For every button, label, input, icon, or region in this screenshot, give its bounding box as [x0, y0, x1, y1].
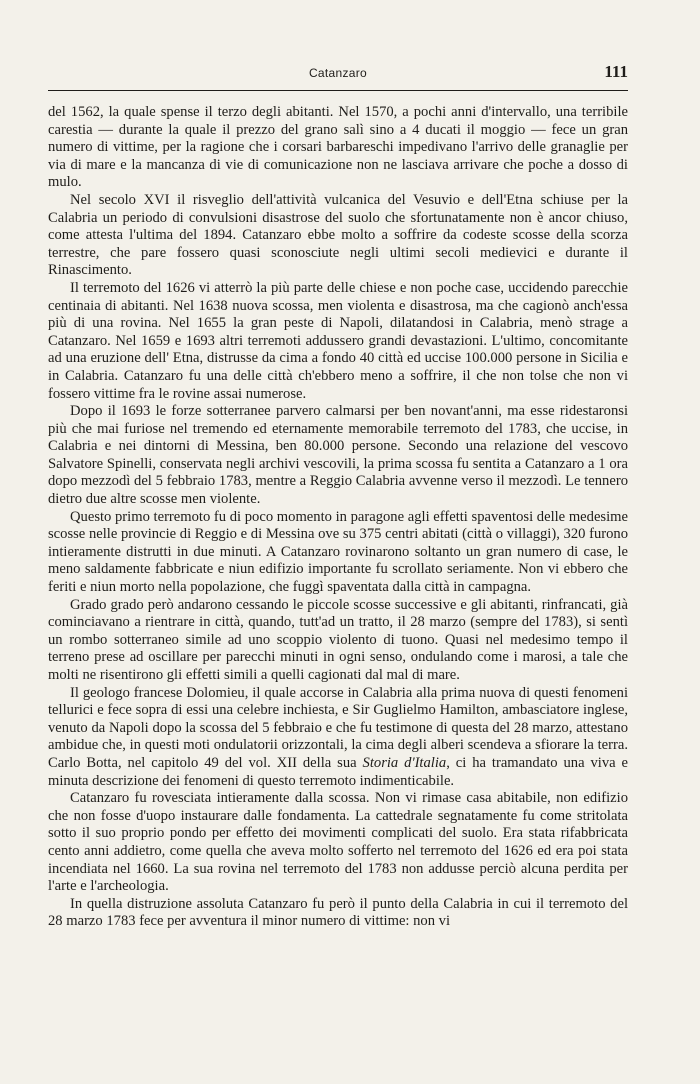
paragraph-5	[48, 509, 628, 597]
paragraph-4-text: Dopo il 1693 le forze sotterranee parvero calmarsi per ben novant'anni, ma esse ridestaronsi più che mai furiose nel tremendo ed eternamente memorabile terremoto del 1783, che uccise, in Calabria e nei dintorni di Messina, ben 80.000 persone. Secondo una relazione del vescovo Salvatore Spinelli, conservata negli archivi vescovili, la prima scossa fu sentita a Catanzaro a 1 ora dopo mezzodì del 5 febbraio 1783, mentre a Reggio Calabria avvenne verso il mezzodì. Le tennero dietro due altre scosse men violente.	[48, 403, 628, 508]
paragraph-4	[48, 403, 628, 509]
paragraph-5-text: Questo primo terremoto fu di poco momento in paragone agli effetti spaventosi delle medesime scosse nelle provincie di Reggio e di Messina ove su 375 centri abitati (città o villaggi), 320 furono intieramente distrutti in due minuti. A Catanzaro rovinarono soltanto un gran numero di case, le meno saldamente fabbricate e niun edifizio importante fu scrollato seriamente. Non vi ebbero che feriti e niun morto nella popolazione, che fuggì spaventata dalla città in campagna.	[48, 508, 628, 596]
running-title: Catanzaro	[308, 66, 368, 80]
header-rule	[48, 90, 628, 91]
paragraph-2-text: Nel secolo XVI il risveglio dell'attività vulcanica del Vesuvio e dell'Etna schiuse per la Calabria un periodo di convulsioni disastrose del suolo che sfortunatamente non è ancor chiuso, come attesta l'ultima del 1894. Catanzaro ebbe molto a soffrire da codeste scosse della scorza terrestre, che pare fossero quasi sconosciute negli ultimi secoli medievici e durante il Rinascimento.	[48, 191, 628, 279]
paragraph-7	[48, 685, 628, 791]
paragraph-8	[48, 790, 628, 896]
running-head	[48, 62, 628, 84]
paragraph-7-text-end: , ci ha tramandato una viva e minuta descrizione dei fenomeni di questo terremoto indimenticabile.	[48, 754, 628, 789]
book-title-italic: Storia d'Italia	[362, 754, 447, 771]
paragraph-1	[48, 104, 628, 192]
paragraph-2	[48, 192, 628, 280]
paragraph-8-text: Catanzaro fu rovesciata intieramente dalla scossa. Non vi rimase casa abitabile, non edifizio che non fosse d'uopo instaurare dalle fondamenta. La cattedrale segnatamente fu come stritolata sotto il suo proprio pondo per effetto dei movimenti complicati del suolo. Era stata rifabbricata cento anni addietro, come quella che aveva molto sofferto nel terremoto del 1626 ed era poi stata incendiata nel 1660. La sua rovina nel terremoto del 1783 non addusse perciò alcuna perdita per l'arte e l'archeologia.	[48, 790, 628, 895]
page-number: 111	[604, 62, 628, 81]
paragraph-3-text: Il terremoto del 1626 vi atterrò la più parte delle chiese e non poche case, uccidendo parecchie centinaia di abitanti. Nel 1638 nuova scossa, men violenta e disastrosa, ma che cagionò anch'essa più di una rovina. Nel 1655 la gran peste di Napoli, dilatandosi in Calabria, menò strage a Catanzaro. Nel 1659 e 1693 altri terremoti addussero grandi devastazioni. L'ultimo, concomitante ad una eruzione dell' Etna, distrusse da cima a fondo 40 città ed uccise 100.000 persone in Sicilia e in Calabria. Catanzaro fu una delle città ch'ebbero meno a soffrire, il che non tolse che non vi fossero vittime fra le rovine assai numerose.	[48, 279, 628, 402]
paragraph-6-text: Grado grado però andarono cessando le piccole scosse successive e gli abitanti, rinfrancati, già cominciavano a rientrare in città, quando, tutt'ad un tratto, il 28 marzo (sempre del 1783), si sentì un rombo sotterraneo simile ad uno scoppio violento di tuono. Quasi nel medesimo tempo il terreno prese ad oscillare per parecchi minuti in ogni senso, ondulando come i marosi, a tale che molti ne risentirono gli effetti simili a quelli cagionati dal mal di mare.	[48, 596, 628, 683]
paragraph-6	[48, 597, 628, 685]
paragraph-9-text: In quella distruzione assoluta Catanzaro fu però il punto della Calabria in cui il terremoto del 28 marzo 1783 fece per avventura il minor numero di vittime: non vi	[48, 895, 628, 930]
paragraph-9	[48, 896, 628, 931]
paragraph-7-text: Il geologo francese Dolomieu, il quale accorse in Calabria alla prima nuova di questi fenomeni tellurici e fece sopra di essi una celebre inchiesta, e Sir Guglielmo Hamilton, ambasciatore inglese, venuto da Napoli dopo la scossa del 5 febbraio e che fu testimone di questa del 28 marzo, attestano ambidue che, in questi moti ondulatorii orizzontali, la cima degli alberi scendeva a sfiorare la terra. Carlo Botta, nel capitolo 49 del vol. XII della sua	[48, 684, 628, 771]
paragraph-1-text: del 1562, la quale spense il terzo degli abitanti. Nel 1570, a pochi anni d'intervallo, una terribile carestia — durante la quale il prezzo del grano salì sino a 4 ducati il moggio — fece un gran numero di vittime, per la ragione che i corsari barbareschi impedivano l'arrivo delle granaglie per via di mare e la mancanza di vie di comunicazione non ne lasciava arrivare che poche a dosso di mulo.	[48, 104, 628, 191]
paragraph-3	[48, 280, 628, 403]
body-text	[48, 104, 628, 931]
